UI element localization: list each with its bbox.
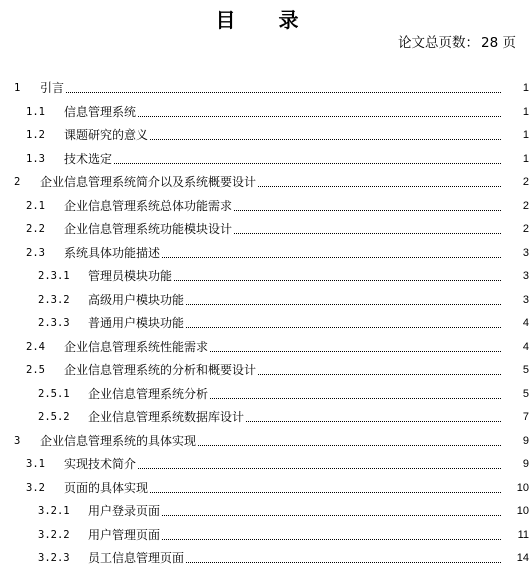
toc-dot-leader: [150, 139, 501, 140]
toc-entry-title: 企业信息管理系统分析: [88, 386, 209, 401]
toc-entry-page: 11: [517, 528, 529, 541]
toc-entry-number: 2.3.1: [38, 270, 70, 282]
toc-entry[interactable]: [0, 384, 532, 408]
toc-dot-leader: [246, 421, 501, 422]
toc-entry-page: 3: [522, 270, 529, 282]
toc-entry[interactable]: [0, 266, 532, 290]
toc-entry-number: 2.3.3: [38, 317, 70, 329]
toc-entry[interactable]: [0, 407, 532, 431]
toc-entry-page: 1: [522, 82, 529, 94]
toc-dot-leader: [186, 562, 501, 563]
toc-dot-leader: [138, 468, 501, 469]
toc-entry-page: 4: [522, 317, 529, 329]
toc-entry-number: 2.4: [26, 340, 45, 353]
toc-entry-page: 9: [522, 434, 529, 447]
toc-entry-title: 企业信息管理系统功能模块设计: [64, 222, 233, 236]
toc-entry-number: 2.2: [26, 223, 45, 235]
toc-dot-leader: [210, 398, 501, 399]
toc-entry-number: 1.2: [26, 129, 45, 141]
toc-entry[interactable]: [0, 125, 532, 149]
toc-entry-page: 14: [516, 552, 529, 564]
toc-entry-title: 企业信息管理系统性能需求: [64, 339, 209, 354]
toc-entry[interactable]: [0, 149, 532, 173]
toc-entry-title: 企业信息管理系统简介以及系统概要设计: [40, 175, 257, 189]
toc-entry[interactable]: [0, 172, 532, 196]
toc-dot-leader: [186, 327, 501, 328]
toc-entry[interactable]: [0, 525, 532, 549]
toc-entry-page: 10: [516, 481, 529, 494]
toc-entry-title: 系统具体功能描述: [64, 245, 161, 260]
toc-entry[interactable]: [0, 102, 532, 126]
toc-dot-leader: [114, 163, 501, 164]
toc-entry-number: 1: [14, 82, 21, 94]
page-count-label: 论文总页数：: [398, 35, 480, 51]
toc-entry-title: 高级用户模块功能: [88, 292, 185, 307]
toc-entry-number: 2.5: [26, 364, 45, 376]
toc-entry-number: 3.2.1: [38, 505, 70, 517]
toc-dot-leader: [234, 233, 501, 234]
toc-entry-number: 2.5.2: [38, 411, 70, 423]
toc-entry[interactable]: [0, 431, 532, 455]
toc-entry[interactable]: [0, 337, 532, 361]
toc-entry-page: 3: [522, 246, 529, 259]
toc-entry-page: 5: [522, 364, 529, 376]
toc-entry-page: 3: [522, 293, 529, 306]
toc-dot-leader: [174, 280, 501, 281]
toc-dot-leader: [198, 445, 501, 446]
toc-entry-number: 2.3.2: [38, 293, 70, 306]
toc-dot-leader: [162, 515, 501, 516]
toc-dot-leader: [258, 186, 501, 187]
toc-entry-number: 2.5.1: [38, 387, 70, 400]
toc-entry-number: 3.2: [26, 481, 45, 494]
toc-entry[interactable]: [0, 219, 532, 243]
toc-entry[interactable]: [0, 78, 532, 102]
toc-entry[interactable]: [0, 313, 532, 337]
toc-dot-leader: [66, 92, 501, 93]
toc-entry[interactable]: [0, 290, 532, 314]
toc-entry-title: 企业信息管理系统的具体实现: [40, 433, 197, 448]
toc-entry-title: 课题研究的意义: [64, 128, 149, 142]
toc-dot-leader: [186, 304, 501, 305]
toc-entry-title: 员工信息管理页面: [88, 551, 185, 565]
table-of-contents: [0, 78, 532, 572]
toc-entry-number: 2.3: [26, 246, 45, 259]
toc-entry-title: 信息管理系统: [64, 104, 137, 119]
toc-dot-leader: [138, 116, 501, 117]
toc-dot-leader: [258, 374, 501, 375]
toc-dot-leader: [150, 492, 501, 493]
toc-entry-number: 1.1: [26, 105, 45, 118]
toc-dot-leader: [234, 210, 501, 211]
toc-entry[interactable]: [0, 360, 532, 384]
toc-entry[interactable]: [0, 501, 532, 525]
toc-dot-leader: [162, 257, 501, 258]
toc-entry-title: 普通用户模块功能: [88, 316, 185, 330]
toc-entry-title: 企业信息管理系统数据库设计: [88, 410, 245, 424]
toc-entry-page: 9: [522, 458, 529, 470]
toc-entry-title: 企业信息管理系统总体功能需求: [64, 198, 233, 213]
toc-entry-page: 10: [516, 505, 529, 517]
toc-entry-title: 企业信息管理系统的分析和概要设计: [64, 363, 257, 377]
toc-entry-page: 2: [522, 199, 529, 212]
toc-entry-page: 7: [522, 411, 529, 423]
toc-dot-leader: [210, 351, 501, 352]
document-title: 目 录: [215, 8, 317, 32]
toc-entry-title: 用户管理页面: [88, 527, 161, 542]
toc-entry-number: 3.1: [26, 458, 45, 470]
toc-entry-number: 2.1: [26, 199, 45, 212]
toc-entry[interactable]: [0, 478, 532, 502]
toc-entry-page: 2: [522, 176, 529, 188]
toc-entry-page: 5: [522, 387, 529, 400]
toc-entry-page: 1: [522, 129, 529, 141]
toc-entry-number: 3.2.2: [38, 528, 70, 541]
toc-dot-leader: [162, 539, 501, 540]
toc-entry-title: 引言: [40, 81, 65, 95]
toc-entry-title: 页面的具体实现: [64, 480, 149, 495]
page-count-value: 28 页: [481, 35, 516, 51]
toc-entry[interactable]: [0, 454, 532, 478]
toc-entry-page: 4: [522, 340, 529, 353]
toc-entry[interactable]: [0, 243, 532, 267]
page-count: [398, 31, 516, 51]
toc-entry-title: 实现技术简介: [64, 457, 137, 471]
toc-entry-title: 技术选定: [64, 151, 113, 166]
toc-entry-number: 2: [14, 176, 21, 188]
toc-entry-number: 1.3: [26, 152, 45, 165]
toc-entry-title: 管理员模块功能: [88, 269, 173, 283]
toc-entry[interactable]: [0, 196, 532, 220]
toc-entry-page: 2: [522, 223, 529, 235]
toc-entry-number: 3: [14, 434, 21, 447]
toc-entry-page: 1: [522, 152, 529, 165]
toc-entry-number: 3.2.3: [38, 552, 70, 564]
toc-entry-page: 1: [522, 105, 529, 118]
toc-entry[interactable]: [0, 548, 532, 572]
toc-entry-title: 用户登录页面: [88, 504, 161, 518]
